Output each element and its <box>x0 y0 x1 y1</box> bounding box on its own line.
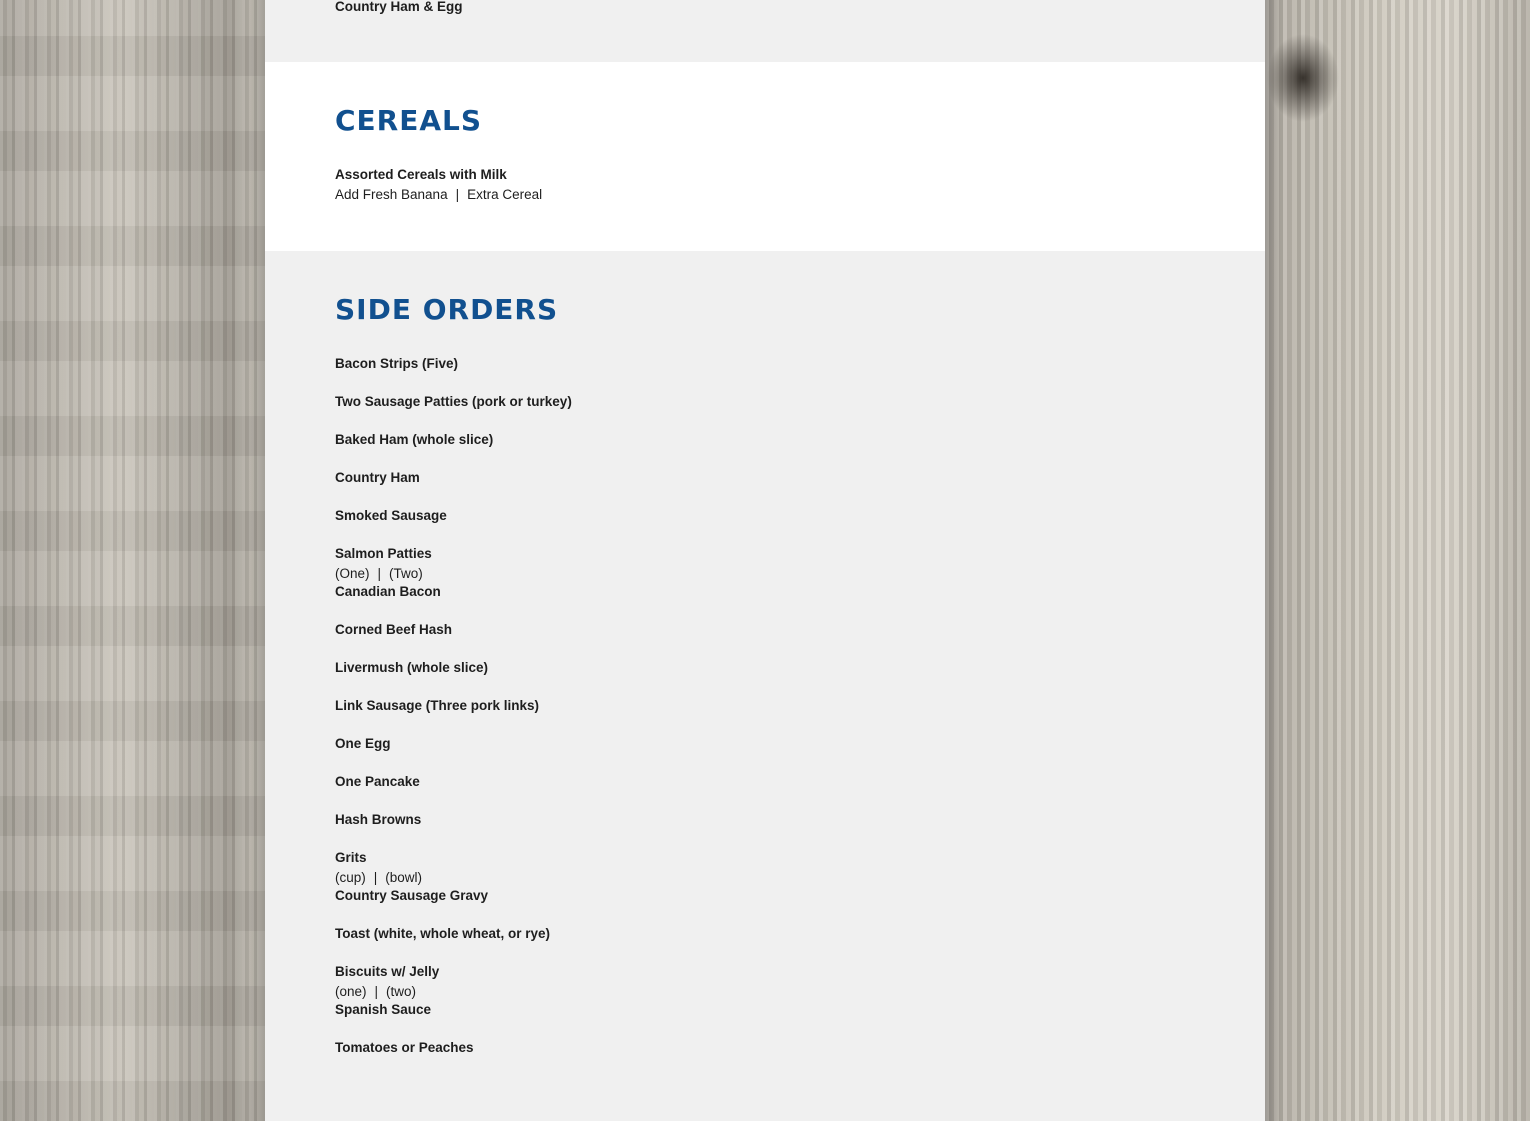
menu-item <box>335 506 447 526</box>
menu-item <box>335 392 572 412</box>
menu-item <box>335 582 441 602</box>
menu-item <box>335 468 420 488</box>
menu-item-name: Salmon Patties <box>335 546 432 561</box>
menu-item <box>335 734 391 754</box>
menu-item-name: Livermush (whole slice) <box>335 660 489 675</box>
menu-item-name: Two Sausage Patties (pork or turkey) <box>335 394 572 409</box>
menu-item-name: Country Ham & Egg <box>335 0 463 14</box>
menu-panel <box>265 0 1265 1121</box>
menu-item <box>335 1000 431 1020</box>
menu-item <box>335 0 463 17</box>
menu-item-name: Spanish Sauce <box>335 1002 432 1017</box>
breakfast-section-tail <box>265 0 1265 62</box>
section-title-side-orders: SIDE ORDERS <box>335 293 559 326</box>
menu-item-name: Grits <box>335 850 367 865</box>
menu-item-name: Baked Ham (whole slice) <box>335 432 494 447</box>
menu-item-name: Smoked Sausage <box>335 508 447 523</box>
menu-item-name: Canadian Bacon <box>335 584 441 599</box>
menu-item <box>335 165 542 205</box>
menu-item <box>335 544 432 584</box>
menu-item-option: (cup) <box>335 870 366 885</box>
menu-item <box>335 848 422 888</box>
menu-item-name: Country Sausage Gravy <box>335 888 489 903</box>
menu-item-name: One Pancake <box>335 774 420 789</box>
menu-item <box>335 886 488 906</box>
menu-item-options <box>335 564 432 584</box>
menu-item-name: Hash Browns <box>335 812 422 827</box>
menu-item <box>335 620 452 640</box>
option-separator: | <box>373 870 378 885</box>
menu-item-name: Assorted Cereals with Milk <box>335 167 507 182</box>
menu-item-name: Bacon Strips (Five) <box>335 356 459 371</box>
menu-item-option: (one) <box>335 984 367 999</box>
menu-item <box>335 1038 474 1058</box>
menu-item-option: Add Fresh Banana <box>335 187 448 202</box>
menu-item-option: (two) <box>386 984 417 999</box>
menu-item-name: Link Sausage (Three pork links) <box>335 698 540 713</box>
menu-item-name: One Egg <box>335 736 391 751</box>
menu-item <box>335 772 420 792</box>
menu-item <box>335 810 421 830</box>
option-separator: | <box>377 566 382 581</box>
menu-item-option: (Two) <box>389 566 423 581</box>
side-orders-section <box>265 251 1265 1121</box>
menu-item-options <box>335 185 542 205</box>
menu-item <box>335 924 550 944</box>
menu-item <box>335 658 488 678</box>
menu-item-name: Toast (white, whole wheat, or rye) <box>335 926 551 941</box>
option-separator: | <box>374 984 379 999</box>
section-title-cereals: CEREALS <box>335 104 483 137</box>
menu-item <box>335 962 439 1002</box>
menu-item-option: Extra Cereal <box>467 187 543 202</box>
menu-item <box>335 696 539 716</box>
menu-item <box>335 430 493 450</box>
wood-background-left-edge <box>250 0 265 1121</box>
menu-item-option: (bowl) <box>385 870 423 885</box>
option-separator: | <box>455 187 460 202</box>
menu-item-name: Country Ham <box>335 470 420 485</box>
menu-item-options <box>335 982 439 1002</box>
menu-item-name: Corned Beef Hash <box>335 622 453 637</box>
menu-item-name: Tomatoes or Peaches <box>335 1040 474 1055</box>
cereals-section <box>265 62 1265 251</box>
menu-item-option: (One) <box>335 566 370 581</box>
menu-item-options <box>335 868 422 888</box>
wood-background-right <box>1265 0 1530 1121</box>
menu-item <box>335 354 458 374</box>
menu-item-name: Biscuits w/ Jelly <box>335 964 440 979</box>
